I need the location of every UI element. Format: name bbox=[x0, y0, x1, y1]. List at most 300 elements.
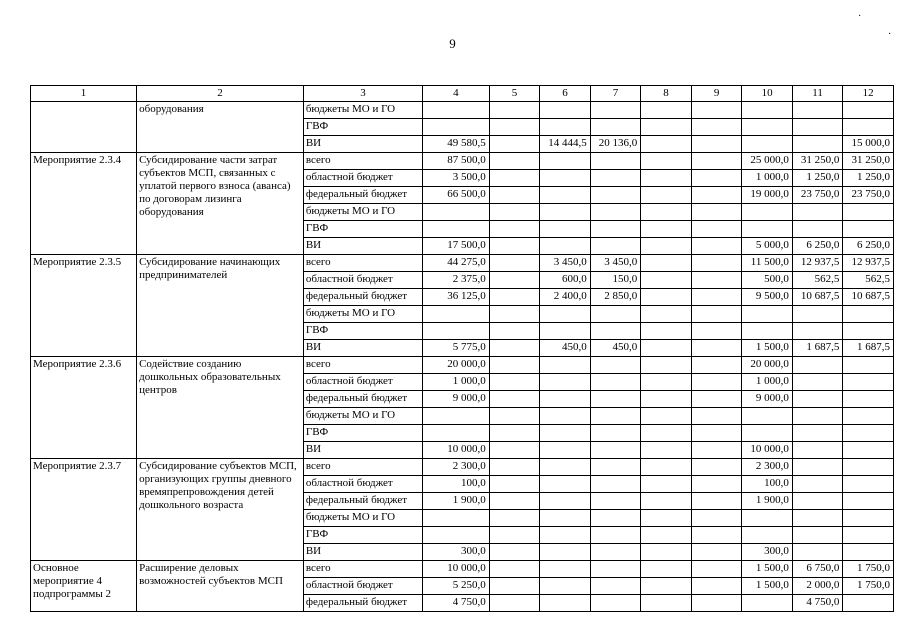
amount-cell bbox=[641, 119, 692, 136]
amount-cell bbox=[843, 544, 894, 561]
amount-cell: 1 500,0 bbox=[742, 578, 793, 595]
amount-cell bbox=[489, 493, 540, 510]
amount-cell: 17 500,0 bbox=[423, 238, 490, 255]
amount-cell: 100,0 bbox=[423, 476, 490, 493]
activity-name-cell: Субсидирование части затрат субъектов МСП, связанных с уплатой первого взноса (аванса) по договорам лизинга оборудования bbox=[137, 153, 304, 255]
amount-cell bbox=[691, 306, 742, 323]
scan-speck: · bbox=[858, 11, 862, 22]
amount-cell: 3 450,0 bbox=[540, 255, 591, 272]
funding-source-cell: областной бюджет bbox=[303, 476, 422, 493]
amount-cell bbox=[691, 340, 742, 357]
amount-cell bbox=[590, 527, 641, 544]
amount-cell bbox=[843, 476, 894, 493]
amount-cell bbox=[691, 374, 742, 391]
amount-cell bbox=[489, 102, 540, 119]
amount-cell bbox=[423, 102, 490, 119]
amount-cell: 1 000,0 bbox=[742, 170, 793, 187]
header-row bbox=[31, 86, 894, 102]
funding-source-cell: федеральный бюджет bbox=[303, 289, 422, 306]
funding-source-cell: ВИ bbox=[303, 544, 422, 561]
amount-cell: 10 687,5 bbox=[792, 289, 843, 306]
amount-cell bbox=[590, 476, 641, 493]
amount-cell: 11 500,0 bbox=[742, 255, 793, 272]
amount-cell: 9 500,0 bbox=[742, 289, 793, 306]
amount-cell bbox=[641, 391, 692, 408]
amount-cell bbox=[843, 391, 894, 408]
amount-cell bbox=[641, 289, 692, 306]
funding-source-cell: областной бюджет bbox=[303, 374, 422, 391]
amount-cell bbox=[641, 136, 692, 153]
amount-cell: 87 500,0 bbox=[423, 153, 490, 170]
amount-cell bbox=[590, 187, 641, 204]
amount-cell bbox=[742, 425, 793, 442]
amount-cell bbox=[641, 204, 692, 221]
funding-source-cell: областной бюджет bbox=[303, 272, 422, 289]
amount-cell bbox=[742, 221, 793, 238]
amount-cell bbox=[843, 595, 894, 612]
amount-cell bbox=[792, 493, 843, 510]
amount-cell bbox=[489, 476, 540, 493]
amount-cell bbox=[423, 204, 490, 221]
amount-cell bbox=[792, 391, 843, 408]
header-cell: 10 bbox=[742, 86, 793, 102]
funding-source-cell: ВИ bbox=[303, 238, 422, 255]
amount-cell bbox=[489, 255, 540, 272]
amount-cell: 562,5 bbox=[792, 272, 843, 289]
table-row bbox=[31, 561, 894, 578]
funding-source-cell: областной бюджет bbox=[303, 578, 422, 595]
amount-cell: 1 000,0 bbox=[742, 374, 793, 391]
amount-cell bbox=[641, 578, 692, 595]
amount-cell bbox=[641, 255, 692, 272]
amount-cell: 49 580,5 bbox=[423, 136, 490, 153]
amount-cell bbox=[540, 544, 591, 561]
amount-cell bbox=[691, 442, 742, 459]
amount-cell bbox=[792, 374, 843, 391]
amount-cell: 15 000,0 bbox=[843, 136, 894, 153]
amount-cell bbox=[641, 357, 692, 374]
amount-cell bbox=[843, 408, 894, 425]
amount-cell: 3 450,0 bbox=[590, 255, 641, 272]
amount-cell bbox=[742, 510, 793, 527]
amount-cell bbox=[691, 170, 742, 187]
header-cell: 9 bbox=[691, 86, 742, 102]
amount-cell: 19 000,0 bbox=[742, 187, 793, 204]
table-row bbox=[31, 459, 894, 476]
amount-cell bbox=[540, 357, 591, 374]
amount-cell bbox=[540, 102, 591, 119]
amount-cell bbox=[691, 221, 742, 238]
funding-source-cell: всего bbox=[303, 357, 422, 374]
page-number: 9 bbox=[449, 36, 456, 51]
amount-cell bbox=[843, 374, 894, 391]
scan-speck: · bbox=[888, 29, 892, 40]
amount-cell: 5 000,0 bbox=[742, 238, 793, 255]
amount-cell bbox=[691, 323, 742, 340]
activity-code-cell: Мероприятие 2.3.7 bbox=[31, 459, 137, 561]
amount-cell: 2 850,0 bbox=[590, 289, 641, 306]
amount-cell bbox=[540, 204, 591, 221]
amount-cell bbox=[641, 442, 692, 459]
amount-cell bbox=[691, 204, 742, 221]
amount-cell bbox=[489, 204, 540, 221]
amount-cell bbox=[691, 527, 742, 544]
amount-cell bbox=[590, 408, 641, 425]
amount-cell: 31 250,0 bbox=[792, 153, 843, 170]
amount-cell bbox=[489, 425, 540, 442]
funding-source-cell: областной бюджет bbox=[303, 170, 422, 187]
amount-cell bbox=[691, 136, 742, 153]
amount-cell bbox=[691, 102, 742, 119]
amount-cell bbox=[792, 459, 843, 476]
amount-cell: 1 500,0 bbox=[742, 340, 793, 357]
amount-cell: 20 136,0 bbox=[590, 136, 641, 153]
amount-cell bbox=[843, 510, 894, 527]
amount-cell bbox=[792, 306, 843, 323]
header-cell: 7 bbox=[590, 86, 641, 102]
activity-code-cell: Основное мероприятие 4 подпрограммы 2 bbox=[31, 561, 137, 612]
amount-cell bbox=[489, 272, 540, 289]
amount-cell bbox=[641, 374, 692, 391]
activity-code-cell: Мероприятие 2.3.4 bbox=[31, 153, 137, 255]
funding-source-cell: бюджеты МО и ГО bbox=[303, 102, 422, 119]
amount-cell: 100,0 bbox=[742, 476, 793, 493]
amount-cell bbox=[423, 306, 490, 323]
header-cell: 12 bbox=[843, 86, 894, 102]
amount-cell bbox=[489, 459, 540, 476]
funding-source-cell: федеральный бюджет bbox=[303, 595, 422, 612]
amount-cell bbox=[540, 323, 591, 340]
amount-cell bbox=[489, 544, 540, 561]
amount-cell bbox=[691, 238, 742, 255]
amount-cell bbox=[641, 170, 692, 187]
amount-cell bbox=[691, 408, 742, 425]
amount-cell bbox=[691, 187, 742, 204]
amount-cell bbox=[843, 221, 894, 238]
amount-cell bbox=[590, 561, 641, 578]
amount-cell bbox=[423, 425, 490, 442]
amount-cell bbox=[843, 493, 894, 510]
amount-cell bbox=[641, 187, 692, 204]
amount-cell: 23 750,0 bbox=[792, 187, 843, 204]
amount-cell: 12 937,5 bbox=[792, 255, 843, 272]
amount-cell bbox=[742, 527, 793, 544]
activity-name-cell: Субсидирование субъектов МСП, организующих группы дневного времяпрепровождения детей дошкольного возраста bbox=[137, 459, 304, 561]
amount-cell bbox=[590, 357, 641, 374]
amount-cell: 500,0 bbox=[742, 272, 793, 289]
amount-cell: 1 900,0 bbox=[742, 493, 793, 510]
funding-source-cell: ГВФ bbox=[303, 323, 422, 340]
amount-cell bbox=[792, 408, 843, 425]
amount-cell bbox=[792, 204, 843, 221]
amount-cell: 6 250,0 bbox=[843, 238, 894, 255]
amount-cell bbox=[691, 255, 742, 272]
amount-cell: 1 250,0 bbox=[843, 170, 894, 187]
amount-cell bbox=[641, 272, 692, 289]
amount-cell: 562,5 bbox=[843, 272, 894, 289]
amount-cell bbox=[540, 391, 591, 408]
amount-cell bbox=[641, 561, 692, 578]
funding-source-cell: бюджеты МО и ГО bbox=[303, 204, 422, 221]
amount-cell bbox=[423, 527, 490, 544]
amount-cell bbox=[742, 119, 793, 136]
amount-cell bbox=[691, 493, 742, 510]
amount-cell bbox=[843, 527, 894, 544]
amount-cell bbox=[590, 578, 641, 595]
amount-cell bbox=[691, 153, 742, 170]
header-cell: 11 bbox=[792, 86, 843, 102]
amount-cell bbox=[742, 136, 793, 153]
amount-cell: 6 250,0 bbox=[792, 238, 843, 255]
funding-source-cell: ВИ bbox=[303, 340, 422, 357]
amount-cell bbox=[489, 119, 540, 136]
amount-cell bbox=[792, 425, 843, 442]
amount-cell bbox=[590, 510, 641, 527]
amount-cell bbox=[540, 119, 591, 136]
header-cell: 8 bbox=[641, 86, 692, 102]
amount-cell bbox=[540, 476, 591, 493]
funding-source-cell: ГВФ bbox=[303, 119, 422, 136]
amount-cell: 450,0 bbox=[590, 340, 641, 357]
amount-cell bbox=[792, 527, 843, 544]
amount-cell bbox=[641, 340, 692, 357]
amount-cell bbox=[590, 374, 641, 391]
amount-cell bbox=[423, 323, 490, 340]
amount-cell bbox=[843, 306, 894, 323]
amount-cell bbox=[489, 187, 540, 204]
amount-cell: 1 687,5 bbox=[843, 340, 894, 357]
amount-cell bbox=[691, 425, 742, 442]
funding-source-cell: федеральный бюджет bbox=[303, 493, 422, 510]
amount-cell bbox=[489, 561, 540, 578]
amount-cell bbox=[691, 391, 742, 408]
amount-cell: 1 750,0 bbox=[843, 561, 894, 578]
amount-cell bbox=[590, 102, 641, 119]
activity-name-cell: оборудования bbox=[137, 102, 304, 153]
table-row bbox=[31, 357, 894, 374]
amount-cell bbox=[590, 153, 641, 170]
amount-cell bbox=[641, 221, 692, 238]
amount-cell bbox=[489, 289, 540, 306]
amount-cell bbox=[792, 323, 843, 340]
amount-cell bbox=[641, 425, 692, 442]
amount-cell bbox=[691, 578, 742, 595]
amount-cell bbox=[489, 340, 540, 357]
table-row bbox=[31, 255, 894, 272]
table-row bbox=[31, 153, 894, 170]
amount-cell bbox=[489, 442, 540, 459]
amount-cell bbox=[691, 357, 742, 374]
amount-cell bbox=[540, 374, 591, 391]
amount-cell bbox=[540, 408, 591, 425]
amount-cell bbox=[641, 510, 692, 527]
table-row bbox=[31, 102, 894, 119]
amount-cell bbox=[540, 238, 591, 255]
amount-cell: 1 000,0 bbox=[423, 374, 490, 391]
amount-cell bbox=[590, 595, 641, 612]
amount-cell: 1 900,0 bbox=[423, 493, 490, 510]
amount-cell bbox=[691, 561, 742, 578]
amount-cell bbox=[641, 238, 692, 255]
amount-cell: 36 125,0 bbox=[423, 289, 490, 306]
funding-source-cell: федеральный бюджет bbox=[303, 391, 422, 408]
amount-cell bbox=[792, 476, 843, 493]
amount-cell bbox=[641, 408, 692, 425]
amount-cell bbox=[489, 323, 540, 340]
amount-cell bbox=[590, 391, 641, 408]
amount-cell: 1 500,0 bbox=[742, 561, 793, 578]
amount-cell bbox=[691, 459, 742, 476]
amount-cell bbox=[792, 357, 843, 374]
amount-cell bbox=[641, 595, 692, 612]
amount-cell bbox=[489, 170, 540, 187]
amount-cell bbox=[792, 119, 843, 136]
funding-source-cell: всего bbox=[303, 561, 422, 578]
amount-cell: 4 750,0 bbox=[423, 595, 490, 612]
amount-cell bbox=[742, 323, 793, 340]
amount-cell bbox=[540, 527, 591, 544]
amount-cell bbox=[691, 510, 742, 527]
table-body bbox=[31, 86, 894, 612]
activity-name-cell: Содействие созданию дошкольных образовательных центров bbox=[137, 357, 304, 459]
amount-cell: 25 000,0 bbox=[742, 153, 793, 170]
activity-code-cell: Мероприятие 2.3.6 bbox=[31, 357, 137, 459]
amount-cell bbox=[489, 357, 540, 374]
amount-cell bbox=[641, 476, 692, 493]
amount-cell bbox=[540, 595, 591, 612]
amount-cell bbox=[590, 544, 641, 561]
amount-cell bbox=[489, 527, 540, 544]
funding-source-cell: всего bbox=[303, 255, 422, 272]
amount-cell bbox=[423, 119, 490, 136]
amount-cell bbox=[540, 221, 591, 238]
amount-cell bbox=[590, 323, 641, 340]
funding-source-cell: всего bbox=[303, 153, 422, 170]
funding-source-cell: бюджеты МО и ГО bbox=[303, 306, 422, 323]
activity-code-cell bbox=[31, 102, 137, 153]
amount-cell bbox=[590, 119, 641, 136]
amount-cell bbox=[792, 510, 843, 527]
amount-cell bbox=[641, 493, 692, 510]
amount-cell: 20 000,0 bbox=[423, 357, 490, 374]
funding-source-cell: ГВФ bbox=[303, 425, 422, 442]
header-cell: 2 bbox=[137, 86, 304, 102]
amount-cell bbox=[590, 306, 641, 323]
amount-cell: 2 300,0 bbox=[423, 459, 490, 476]
amount-cell bbox=[540, 442, 591, 459]
amount-cell: 2 300,0 bbox=[742, 459, 793, 476]
amount-cell bbox=[540, 425, 591, 442]
amount-cell: 10 000,0 bbox=[423, 442, 490, 459]
amount-cell: 2 000,0 bbox=[792, 578, 843, 595]
amount-cell bbox=[792, 442, 843, 459]
amount-cell bbox=[641, 102, 692, 119]
amount-cell bbox=[843, 323, 894, 340]
amount-cell: 12 937,5 bbox=[843, 255, 894, 272]
amount-cell bbox=[540, 187, 591, 204]
amount-cell bbox=[489, 136, 540, 153]
funding-source-cell: ВИ bbox=[303, 442, 422, 459]
amount-cell bbox=[843, 119, 894, 136]
amount-cell: 10 687,5 bbox=[843, 289, 894, 306]
activity-name-cell: Расширение деловых возможностей субъектов МСП bbox=[137, 561, 304, 612]
amount-cell bbox=[423, 221, 490, 238]
amount-cell: 150,0 bbox=[590, 272, 641, 289]
amount-cell bbox=[540, 578, 591, 595]
header-cell: 6 bbox=[540, 86, 591, 102]
amount-cell bbox=[540, 493, 591, 510]
activity-name-cell: Субсидирование начинающих предпринимателей bbox=[137, 255, 304, 357]
amount-cell bbox=[489, 595, 540, 612]
amount-cell: 3 500,0 bbox=[423, 170, 490, 187]
amount-cell: 2 400,0 bbox=[540, 289, 591, 306]
header-cell: 1 bbox=[31, 86, 137, 102]
amount-cell: 600,0 bbox=[540, 272, 591, 289]
amount-cell bbox=[691, 119, 742, 136]
amount-cell: 9 000,0 bbox=[742, 391, 793, 408]
amount-cell: 4 750,0 bbox=[792, 595, 843, 612]
amount-cell bbox=[843, 442, 894, 459]
amount-cell: 10 000,0 bbox=[742, 442, 793, 459]
amount-cell bbox=[843, 204, 894, 221]
amount-cell bbox=[489, 510, 540, 527]
funding-source-cell: ГВФ bbox=[303, 527, 422, 544]
amount-cell bbox=[691, 595, 742, 612]
amount-cell bbox=[843, 357, 894, 374]
amount-cell bbox=[792, 221, 843, 238]
amount-cell bbox=[489, 578, 540, 595]
amount-cell bbox=[792, 544, 843, 561]
amount-cell: 6 750,0 bbox=[792, 561, 843, 578]
amount-cell bbox=[540, 459, 591, 476]
amount-cell bbox=[641, 527, 692, 544]
funding-source-cell: всего bbox=[303, 459, 422, 476]
header-cell: 4 bbox=[423, 86, 490, 102]
header-cell: 5 bbox=[489, 86, 540, 102]
header-cell: 3 bbox=[303, 86, 422, 102]
amount-cell bbox=[742, 595, 793, 612]
amount-cell: 5 775,0 bbox=[423, 340, 490, 357]
amount-cell bbox=[489, 153, 540, 170]
amount-cell bbox=[691, 544, 742, 561]
amount-cell bbox=[792, 136, 843, 153]
activity-code-cell: Мероприятие 2.3.5 bbox=[31, 255, 137, 357]
amount-cell: 1 687,5 bbox=[792, 340, 843, 357]
amount-cell: 2 375,0 bbox=[423, 272, 490, 289]
amount-cell bbox=[590, 425, 641, 442]
amount-cell bbox=[641, 544, 692, 561]
amount-cell bbox=[590, 459, 641, 476]
amount-cell bbox=[742, 408, 793, 425]
amount-cell bbox=[540, 170, 591, 187]
amount-cell bbox=[590, 442, 641, 459]
funding-source-cell: федеральный бюджет bbox=[303, 187, 422, 204]
amount-cell bbox=[590, 170, 641, 187]
amount-cell: 44 275,0 bbox=[423, 255, 490, 272]
amount-cell bbox=[590, 493, 641, 510]
amount-cell: 1 750,0 bbox=[843, 578, 894, 595]
amount-cell bbox=[742, 204, 793, 221]
amount-cell bbox=[641, 459, 692, 476]
amount-cell bbox=[742, 102, 793, 119]
funding-source-cell: бюджеты МО и ГО bbox=[303, 510, 422, 527]
amount-cell bbox=[489, 408, 540, 425]
amount-cell: 9 000,0 bbox=[423, 391, 490, 408]
amount-cell: 20 000,0 bbox=[742, 357, 793, 374]
amount-cell bbox=[843, 425, 894, 442]
amount-cell: 1 250,0 bbox=[792, 170, 843, 187]
amount-cell bbox=[843, 459, 894, 476]
